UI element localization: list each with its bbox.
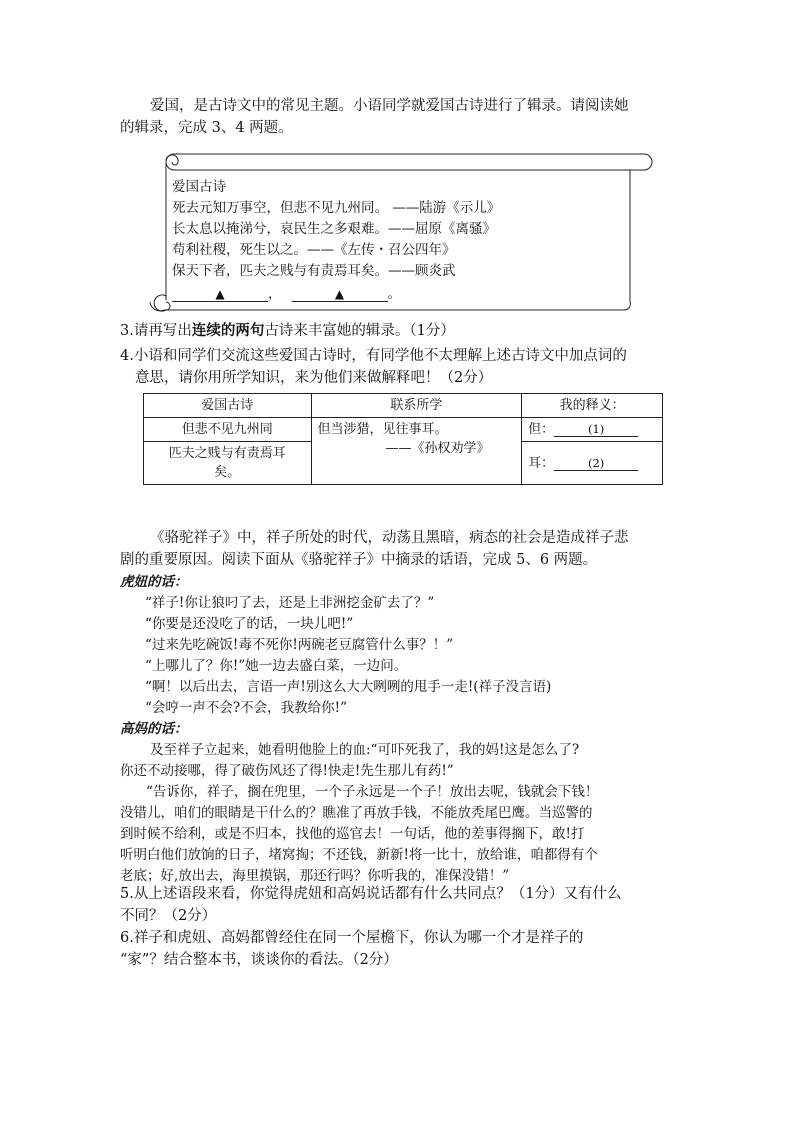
row2-poem <box>144 442 312 485</box>
huniu-line-6: “会哼一声不会?不会，我教给你!” <box>145 700 347 716</box>
gaoma-line-1: 及至祥子立起来，她看明他脸上的血:“可吓死我了，我的妈!这是怎么了? <box>150 742 580 758</box>
scroll-content <box>172 177 642 305</box>
scroll-title: 爱国古诗 <box>172 179 226 195</box>
poem-comma: ， <box>268 286 282 302</box>
meaning-1-label: 但： <box>528 422 555 437</box>
row2-poem-line-2: 矣。 <box>214 465 241 480</box>
meaning-1-blank[interactable]: (1) <box>554 422 638 437</box>
row1-poem: 但悲不见九州同 <box>144 418 312 442</box>
section2-intro-line-2: 剧的重要原因。阅读下面从《骆驼祥子》中摘录的话语，完成 5、6 两题。 <box>120 552 598 568</box>
poem-blank-1[interactable] <box>172 287 268 302</box>
q6-line-1: 6.祥子和虎妞、高妈都曾经住在同一个屋檐下，你认为哪一个才是祥子的 <box>120 930 584 946</box>
huniu-line-2: “你要是还没吃了的话，一块儿吧!” <box>145 616 354 632</box>
question-5 <box>120 883 690 927</box>
q3-pre: 3.请再写出 <box>120 323 192 339</box>
q3-post: 古诗来丰富她的辑录。（1分） <box>264 323 455 339</box>
explanation-table <box>143 393 663 485</box>
intro-line-1: 爱国，是古诗文中的常见主题。小语同学就爱国古诗进行了辑录。请阅读她 <box>150 98 629 114</box>
huniu-line-3: “过来先吃碗饭!毒不死你!两碗老豆腐管什么事？！” <box>145 637 454 653</box>
question-3 <box>120 320 680 342</box>
table-header-row <box>144 394 663 418</box>
huniu-line-4: “上哪儿了？你!”她一边去盛白菜，一边问。 <box>145 658 408 674</box>
meaning-2-label: 耳： <box>528 455 555 471</box>
gaoma-heading: 高妈的话： <box>120 721 188 737</box>
poem-period: 。 <box>387 286 401 302</box>
header-poem: 爱国古诗 <box>144 394 312 418</box>
huniu-quotes <box>145 593 705 719</box>
meaning-2-blank[interactable]: (2) <box>554 456 638 471</box>
poem-line-1: 死去元知万事空，但悲不见九州同。 ——陆游《示儿》 <box>172 200 501 216</box>
question-6 <box>120 927 690 971</box>
gaoma-line-7: 老底；好,放出去，海里摸锅，那还行吗？你听我的，准保没错！” <box>120 868 510 884</box>
poem-line-2: 长太息以掩涕兮，哀民生之多艰难。——屈原《离骚》 <box>172 221 496 237</box>
header-meaning: 我的释义： <box>522 394 663 418</box>
section2-intro <box>120 527 710 571</box>
gaoma-line-6: 听明白他们放饷的日子，堵窝掏；不还钱，新新!将一比十，放给谁，咱都得有个 <box>120 847 598 863</box>
link-cell <box>311 418 522 485</box>
gaoma-line-5: 到时候不给利，或是不归本，找他的巡官去！一句话，他的差事得搁下，敢!打 <box>120 826 585 842</box>
poem-blank-2[interactable] <box>292 287 388 302</box>
huniu-heading: 虎妞的话： <box>120 574 188 590</box>
gaoma-line-3: “告诉你，祥子，搁在兜里，一个子永远是一个子！放出去呢，钱就会下钱！ <box>146 784 599 800</box>
q4-line-1: 4.小语和同学们交流这些爱国古诗时，有同学他不太理解上述古诗文中加点词的 <box>120 348 627 364</box>
triangle-marker-icon: ▲ <box>215 287 225 301</box>
gaoma-line-2: 你还不动接哪，得了破伤风还了得!快走!先生那儿有药!” <box>120 763 454 779</box>
link-line-1: 但当涉猎，见往事耳。 <box>317 422 448 437</box>
question-4 <box>120 345 690 389</box>
row2-poem-line-1: 匹夫之贱与有责焉耳 <box>168 446 286 461</box>
link-line-2: ——《孙权劝学》 <box>385 441 490 456</box>
q4-line-2: 意思，请你用所学知识，来为他们来做解释吧！（2分） <box>135 370 493 386</box>
q3-emphasis: 连续的两句 <box>191 322 265 339</box>
triangle-marker-icon: ▲ <box>334 287 345 301</box>
meaning-cell-1 <box>522 418 663 442</box>
section2-intro-line-1: 《骆驼祥子》中，祥子所处的时代，动荡且黑暗，病态的社会是造成祥子悲 <box>150 530 629 546</box>
huniu-line-1: “祥子!你让狼叼了去，还是上非洲挖金矿去了？” <box>145 595 435 611</box>
intro-line-2: 的辑录，完成 3、4 两题。 <box>120 120 293 136</box>
huniu-line-5: “啊！以后出去，言语一声!别这么大大咧咧的甩手一走!(祥子没言语) <box>145 679 552 695</box>
poem-line-4: 保天下者，匹夫之贱与有责焉耳矣。——顾炎武 <box>172 263 456 279</box>
gaoma-quotes <box>120 740 685 887</box>
q6-line-2: “家”？结合整本书，谈谈你的看法。（2分） <box>120 952 398 968</box>
table-row <box>144 418 663 442</box>
q5-line-1: 5.从上述语段来看，你觉得虎妞和高妈说话都有什么共同点？（1分）又有什么 <box>120 886 622 902</box>
poem-blank-line <box>172 284 642 305</box>
poem-line-3: 苟利社稷，死生以之。——《左传・召公四年》 <box>172 242 456 258</box>
gaoma-line-4: 没错儿，咱们的眼睛是干什么的？瞧准了再放手钱，不能放秃尾巴鹰。当巡警的 <box>120 805 593 821</box>
intro-paragraph <box>120 95 710 139</box>
meaning-cell-2 <box>522 442 663 485</box>
header-link: 联系所学 <box>311 394 522 418</box>
q5-line-2: 不同？（2分） <box>120 908 217 924</box>
